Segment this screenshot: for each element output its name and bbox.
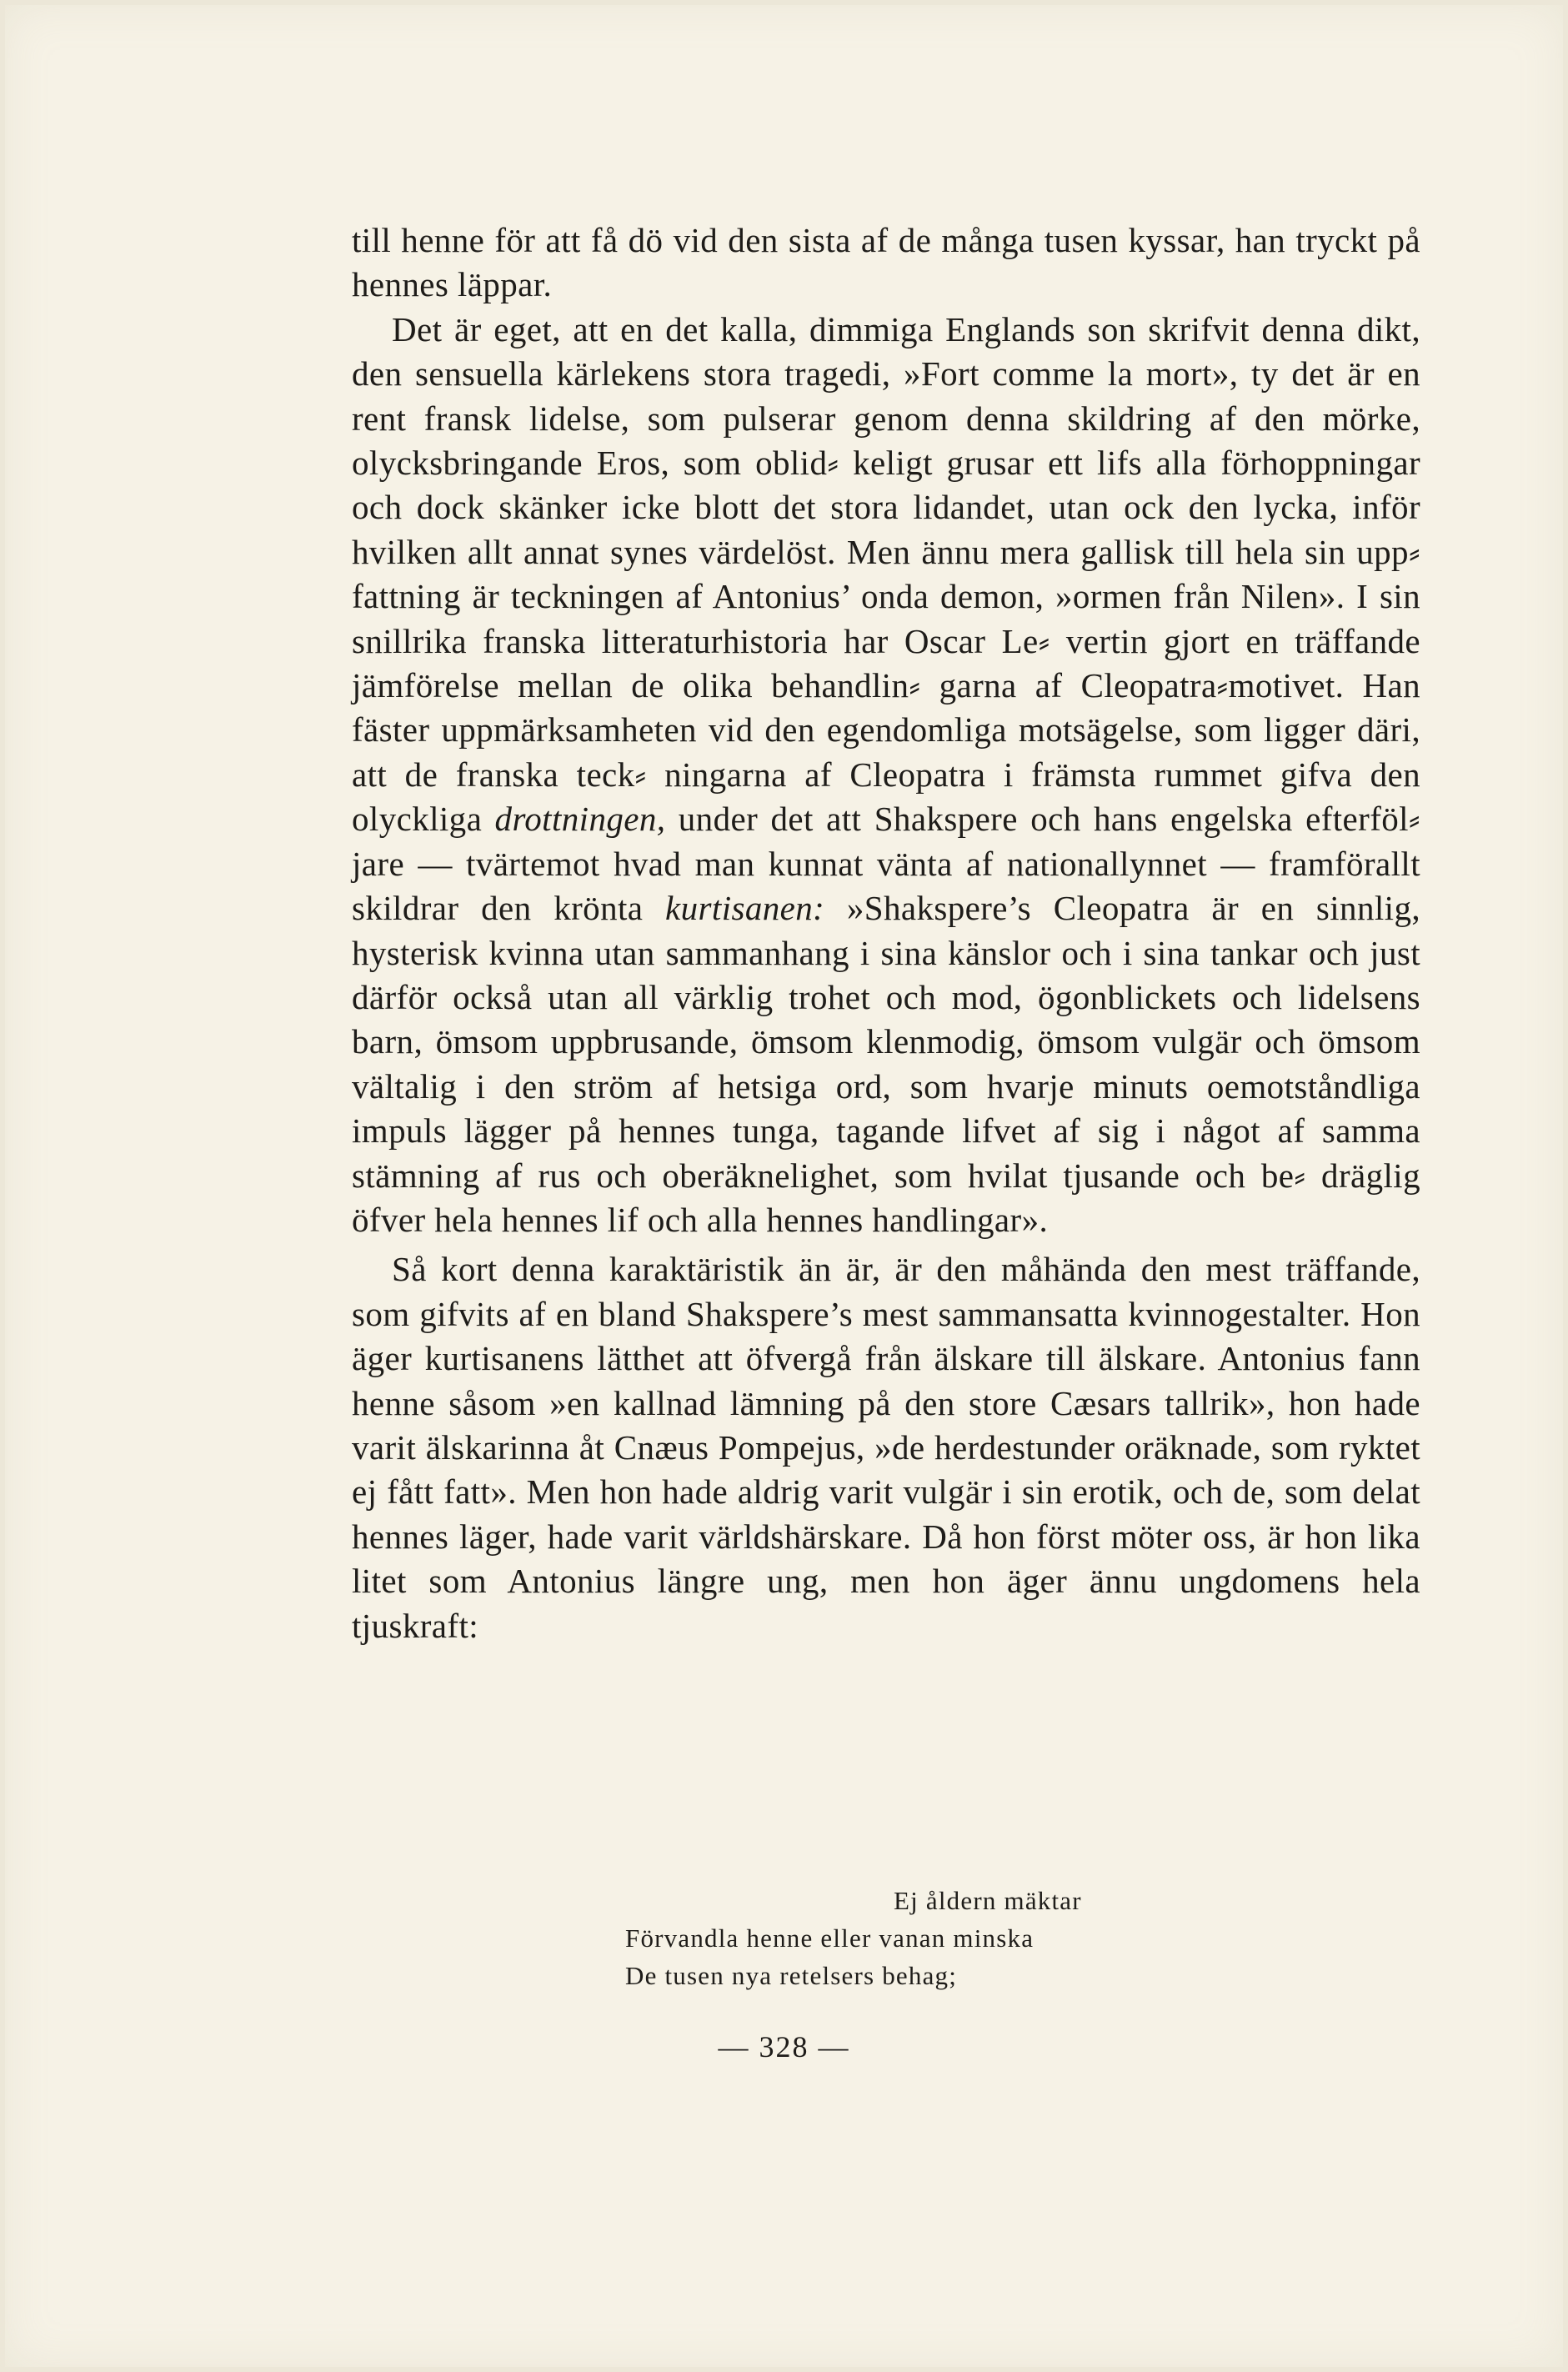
paragraph-2-part-3: »Shakspere’s Cleopatra är en sinnlig, hysterisk kvinna utan sammanhang i sina känslor och i sina tankar och just därför också utan all värklig trohet och mod, ögonblickets och lidelsens barn, ömsom uppbrusande, ömsom klenmodig, ömsom vulgär och ömsom vältalig i den ström af hetsiga ord, som hvarje minuts oemotståndliga impuls lägger på hennes tunga, tagande lifvet af sig i något af samma stämning af rus och oberäknelighet, som hvilat tjusande och be⸗ dräglig öfver hela hennes lif och alla hennes handlingar».: [352, 889, 1420, 1239]
verse-line-1: Ej åldern mäktar: [894, 1886, 1082, 1915]
verse-line-2: Förvandla henne eller vanan minska: [625, 1923, 1034, 1953]
paragraph-2: [352, 308, 1420, 1243]
paragraph-3: Så kort denna karaktäristik än är, är den måhända den mest träffande, som gifvits af en bland Shakspere’s mest sammansatta kvinnogestalter. Hon äger kurtisanens lätthet att öfvergå från älskare till älskare. Antonius fann henne såsom »en kallnad lämning på den store Cæsars tallrik», hon hade varit älskarinna åt Cnæus Pompejus, »de herdestunder oräknade, som ryktet ej fått fatt». Men hon hade aldrig varit vulgär i sin erotik, och de, som delat hennes läger, hade varit världshärskare. Då hon först möter oss, är hon lika litet som Antonius längre ung, men hon äger ännu ungdomens hela tjuskraft:: [352, 1250, 1420, 1645]
verse-line-3: De tusen nya retelsers behag;: [625, 1961, 958, 1990]
body-text: [352, 218, 1420, 1648]
verse-quote: [617, 1882, 1142, 1994]
paragraph-2-part-1: Det är eget, att en det kalla, dimmiga Englands son skrifvit denna dikt, den sensuella kärlekens stora tragedi, »Fort comme la mort», ty det är en rent fransk lidelse, som pulserar genom denna skildring af den mörke, olycksbringande Eros, som oblid⸗ keligt grusar ett lifs alla förhoppningar och dock skänker icke blott det stora lidandet, utan ock den lycka, inför hvilken allt annat synes värdelöst. Men ännu mera gallisk till hela sin upp⸗ fattning är teckningen af Antonius’ onda demon, »ormen från Nilen». I sin snillrika franska litteraturhistoria har Oscar Le⸗ vertin gjort en träffande jämförelse mellan de olika behandlin⸗ garna af Cleopatra⸗motivet. Han fäster uppmärksamheten vid den egendomliga motsägelse, som ligger däri, att de franska teck⸗ ningarna af Cleopatra i främsta rummet gifva den olyckliga: [352, 309, 1420, 839]
paragraph-2-part-2: under det att Shakspere och hans engelska efterföl⸗ jare — tvärtemot hvad man kunnat vänta af nationallynnet — framförallt skildrar den krönta: [352, 800, 1420, 928]
paragraph-1: till henne för att få dö vid den sista af de många tusen kyssar, han tryckt på hennes läppar.: [352, 221, 1420, 304]
emphasis-drottningen: drottningen,: [494, 800, 666, 839]
page-number: — 328 —: [718, 2030, 850, 2064]
emphasis-kurtisanen: kurtisanen:: [665, 889, 825, 928]
